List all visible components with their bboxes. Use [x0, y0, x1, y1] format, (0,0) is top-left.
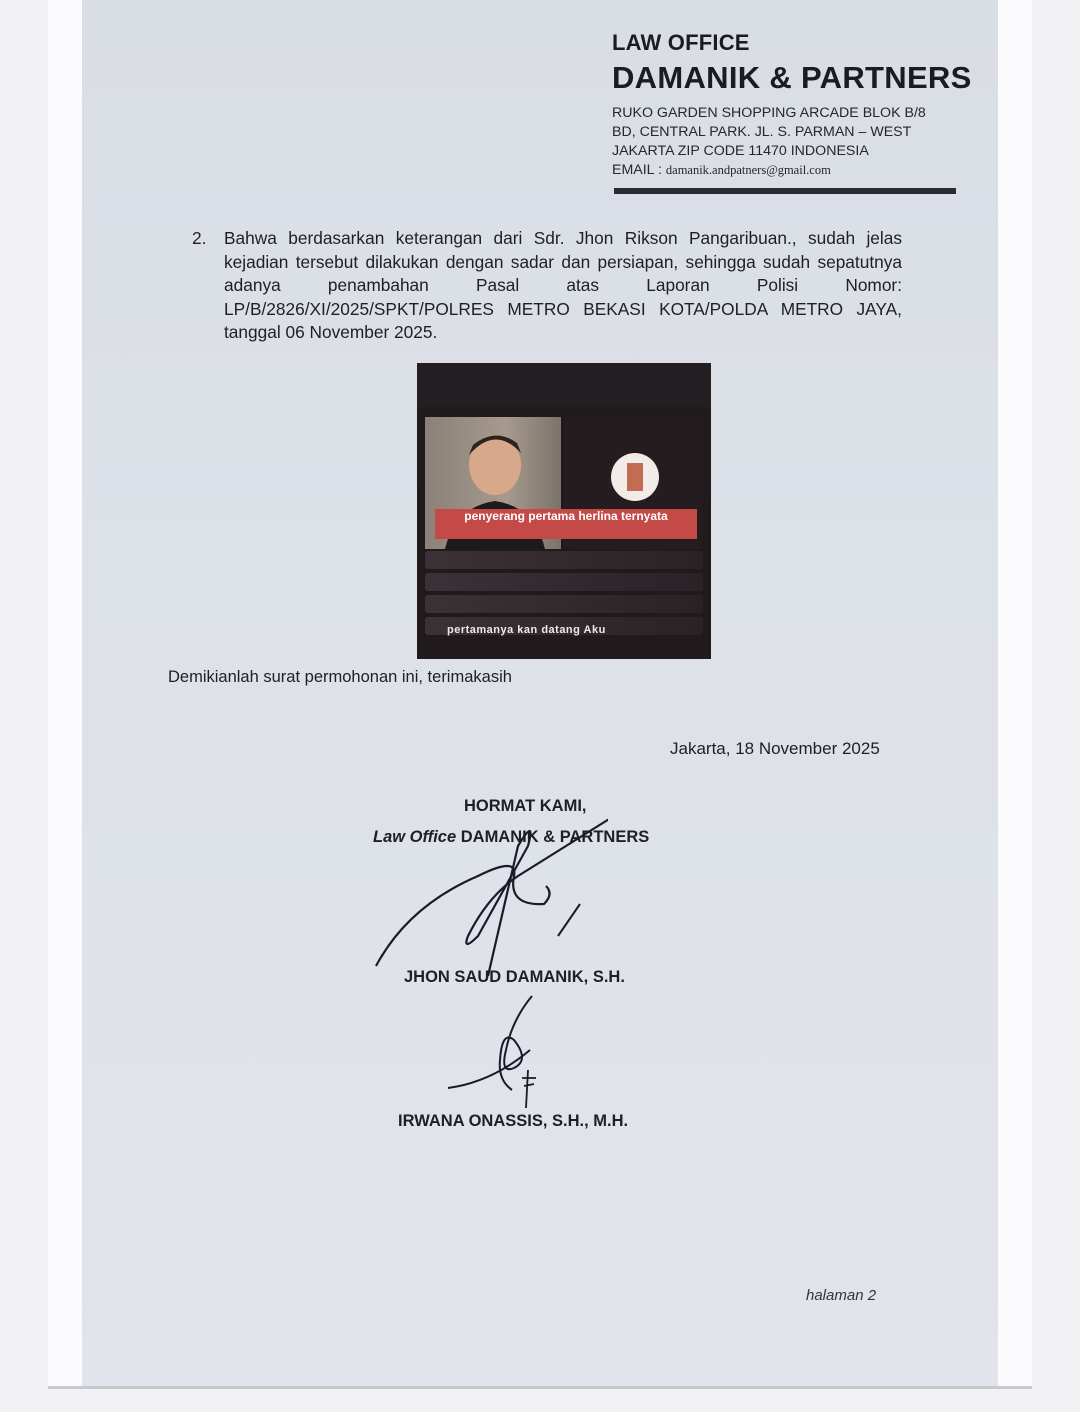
- email-label: EMAIL :: [612, 162, 662, 178]
- chat-row: [425, 551, 703, 569]
- signatory-2-name: IRWANA ONASSIS, S.H., M.H.: [398, 1112, 629, 1130]
- signatory-1-name: JHON SAUD DAMANIK, S.H.: [404, 968, 625, 986]
- firm-name: DAMANIK & PARTNERS: [460, 828, 650, 846]
- item-text: Bahwa berdasarkan keterangan dari Sdr. Jhon Rikson Pangaribuan., sudah jelas kejadian tersebut dilakukan dengan sadar dan persiapan, sehingga sudah sepatutnya adanya penambahan Pasal atas Laporan Polisi Nomor: LP/B/2826/XI/2025/SPKT/POLRES METRO BEKASI KOTA/POLDA METRO JAYA, tanggal 06 November 2025.: [224, 228, 902, 342]
- closing-sentence: Demikianlah surat permohonan ini, terimakasih: [168, 668, 512, 686]
- evidence-screenshot: [417, 363, 711, 659]
- firm-prefix: Law Office: [373, 828, 457, 846]
- signature-1: [368, 786, 608, 982]
- viewer-bottom-edge: [48, 1386, 1032, 1389]
- letterhead-label: LAW OFFICE: [612, 30, 750, 55]
- address-line-3: JAKARTA ZIP CODE 11470 INDONESIA: [612, 143, 869, 159]
- letterhead-rule: [614, 188, 956, 194]
- livestream-topbar: [417, 363, 711, 407]
- document-page: [82, 0, 998, 1386]
- letterhead-address: [612, 104, 926, 180]
- chat-row: [425, 573, 703, 591]
- signature-2: [442, 990, 552, 1110]
- address-line-1: RUKO GARDEN SHOPPING ARCADE BLOK B/8: [612, 105, 926, 121]
- item-number: 2.: [192, 228, 207, 248]
- email-value: damanik.andpatners@gmail.com: [665, 163, 831, 177]
- chat-overlay-text: pertamanya kan datang Aku: [447, 624, 606, 636]
- address-line-2: BD, CENTRAL PARK. JL. S. PARMAN – WEST: [612, 124, 912, 140]
- video-caption: penyerang pertama herlina ternyata: [435, 509, 697, 539]
- page-number: halaman 2: [806, 1287, 877, 1304]
- body-item: [192, 227, 902, 345]
- regards-line: HORMAT KAMI,: [464, 797, 587, 815]
- letter-date: Jakarta, 18 November 2025: [670, 739, 880, 758]
- address-email: [612, 161, 926, 180]
- letterhead-firm-name: DAMANIK & PARTNERS: [612, 60, 972, 95]
- chat-row: [425, 595, 703, 613]
